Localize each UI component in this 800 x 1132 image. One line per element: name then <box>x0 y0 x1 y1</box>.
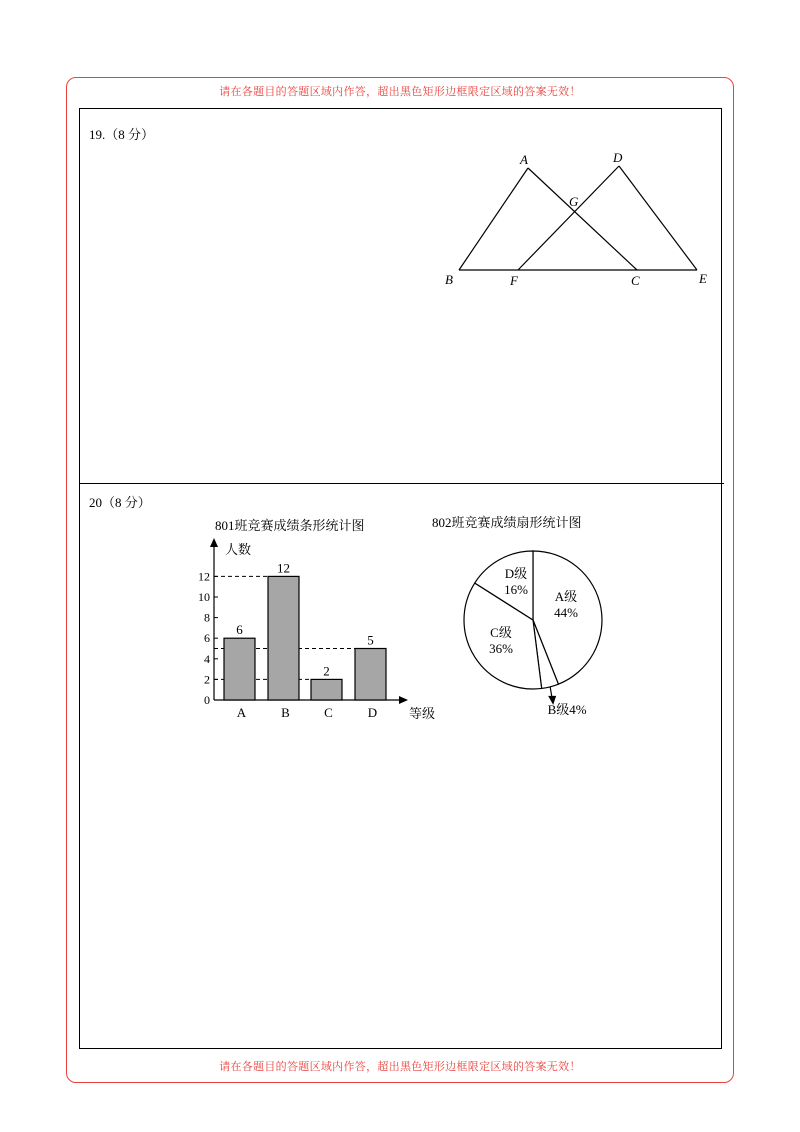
pie-slice-label: A级 <box>554 589 578 604</box>
pie-slice-label: C级 <box>490 625 512 640</box>
footer-warning: 请在各题目的答题区域内作答，超出黑色矩形边框限定区域的答案无效！ <box>219 1061 581 1073</box>
y-tick-label: 4 <box>204 651 210 666</box>
question-19-label: 19.（8 分） <box>89 127 155 142</box>
bar-chart-title: 801班竞赛成绩条形统计图 <box>215 518 365 533</box>
point-label-E: E <box>699 271 707 286</box>
bar-value-label: 5 <box>367 632 374 648</box>
point-label-G: G <box>569 194 579 209</box>
y-tick-label: 0 <box>204 693 210 707</box>
header-warning: 请在各题目的答题区域内作答，超出黑色矩形边框限定区域的答案无效！ <box>219 86 581 98</box>
x-tick-label: A <box>236 705 247 720</box>
x-tick-label: C <box>324 705 333 720</box>
x-tick-label: D <box>367 705 378 720</box>
pie-slice-label: B级4% <box>547 701 587 717</box>
point-label-C: C <box>631 273 640 288</box>
y-tick-label: 6 <box>204 631 210 646</box>
pie-slice-value: 44% <box>554 605 578 620</box>
point-label-B: B <box>445 272 453 287</box>
point-label-A: A <box>520 152 528 167</box>
pie-slice-label: D级 <box>504 566 528 581</box>
pie-chart-title: 802班竞赛成绩扇形统计图 <box>432 515 582 530</box>
x-axis-label: 等级 <box>409 706 436 721</box>
y-axis-label: 人数 <box>225 542 252 557</box>
point-label-D: D <box>613 150 623 165</box>
x-tick-label: B <box>281 705 290 720</box>
question-20-label: 20（8 分） <box>89 495 151 510</box>
point-label-F: F <box>510 273 518 288</box>
bar-value-label: 2 <box>323 663 330 679</box>
y-tick-label: 2 <box>204 672 210 687</box>
bar-value-label: 12 <box>277 560 290 576</box>
bar-value-label: 6 <box>236 622 243 638</box>
y-tick-label: 8 <box>204 610 210 625</box>
pie-slice-value: 16% <box>504 582 528 597</box>
pie-slice-value: 36% <box>489 641 513 656</box>
y-tick-label: 12 <box>198 569 210 584</box>
y-tick-label: 10 <box>198 590 210 604</box>
